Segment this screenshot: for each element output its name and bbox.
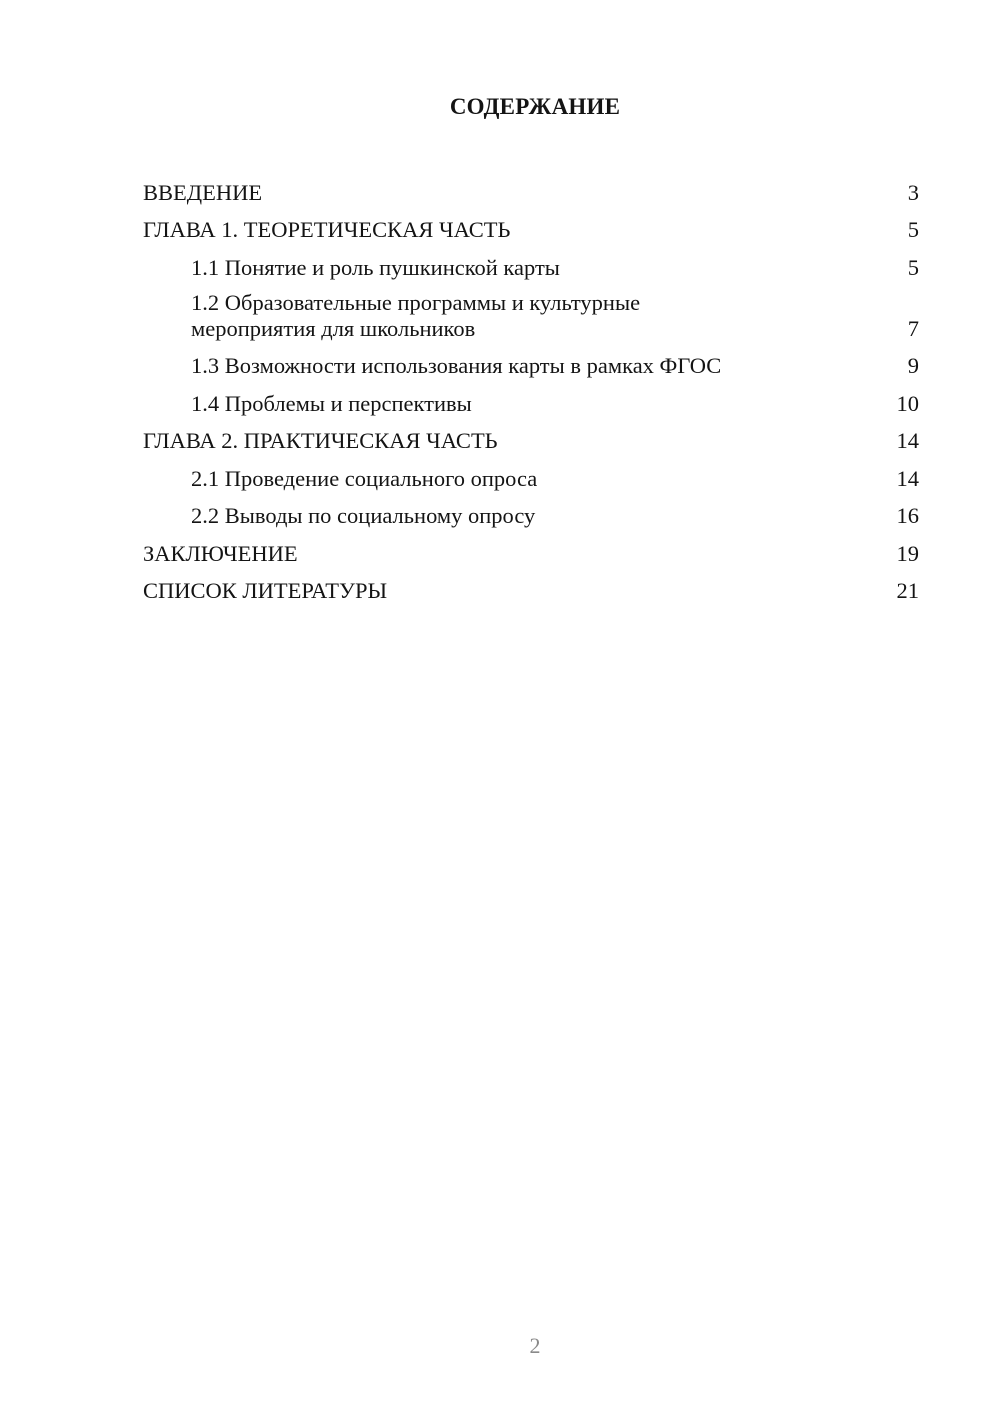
toc-entry-label: 1.3 Возможности использования карты в рамках ФГОС xyxy=(191,353,722,378)
toc-entry-section-1-3[interactable] xyxy=(143,342,919,380)
toc-entry-label: 1.1 Понятие и роль пушкинской карты xyxy=(191,254,560,280)
toc-entry-section-2-2[interactable] xyxy=(143,492,919,530)
toc-entry-section-1-2[interactable] xyxy=(143,281,919,342)
toc-entry-label: ГЛАВА 2. ПРАКТИЧЕСКАЯ ЧАСТЬ xyxy=(143,428,498,453)
toc-entry-section-2-1[interactable] xyxy=(143,454,919,492)
toc-entry-conclusion[interactable] xyxy=(143,529,919,567)
toc-entry-chapter-1[interactable] xyxy=(143,206,919,244)
toc-entry-page: 7 xyxy=(907,315,919,341)
toc-entry-chapter-2[interactable] xyxy=(143,417,919,455)
toc-entry-label: ГЛАВА 1. ТЕОРЕТИЧЕСКАЯ ЧАСТЬ xyxy=(143,217,511,242)
toc-entry-label: ЗАКЛЮЧЕНИЕ xyxy=(143,540,298,566)
toc-entry-label: 2.1 Проведение социального опроса xyxy=(191,465,538,491)
toc-entry-section-1-4[interactable] xyxy=(143,379,919,417)
toc-entry-page: 21 xyxy=(896,578,919,603)
toc-entry-page: 19 xyxy=(896,540,919,566)
toc-entry-page: 5 xyxy=(907,254,919,280)
toc-entry-page: 14 xyxy=(896,428,919,453)
toc-entry-page: 14 xyxy=(896,465,919,491)
toc-entry-label: 1.2 Образовательные программы и культурные мероприятия для школьников xyxy=(191,289,641,341)
toc-entry-page: 5 xyxy=(907,217,919,242)
toc-entry-page: 16 xyxy=(896,503,919,528)
page-number: 2 xyxy=(529,1333,541,1358)
toc-entry-label: СПИСОК ЛИТЕРАТУРЫ xyxy=(143,578,388,603)
toc-entry-introduction[interactable] xyxy=(143,168,919,206)
page-title: СОДЕРЖАНИЕ xyxy=(449,94,621,119)
toc-entry-label: 1.4 Проблемы и перспективы xyxy=(191,390,472,416)
toc-entry-page: 3 xyxy=(907,179,919,205)
toc-entry-page: 9 xyxy=(907,353,919,378)
toc-entry-label: ВВЕДЕНИЕ xyxy=(143,179,263,205)
toc-entry-label: 2.2 Выводы по социальному опросу xyxy=(191,503,536,528)
toc-entry-page: 10 xyxy=(896,390,919,416)
toc-entry-bibliography[interactable] xyxy=(143,567,919,605)
toc-entry-section-1-1[interactable] xyxy=(143,243,919,281)
table-of-contents xyxy=(143,168,919,604)
